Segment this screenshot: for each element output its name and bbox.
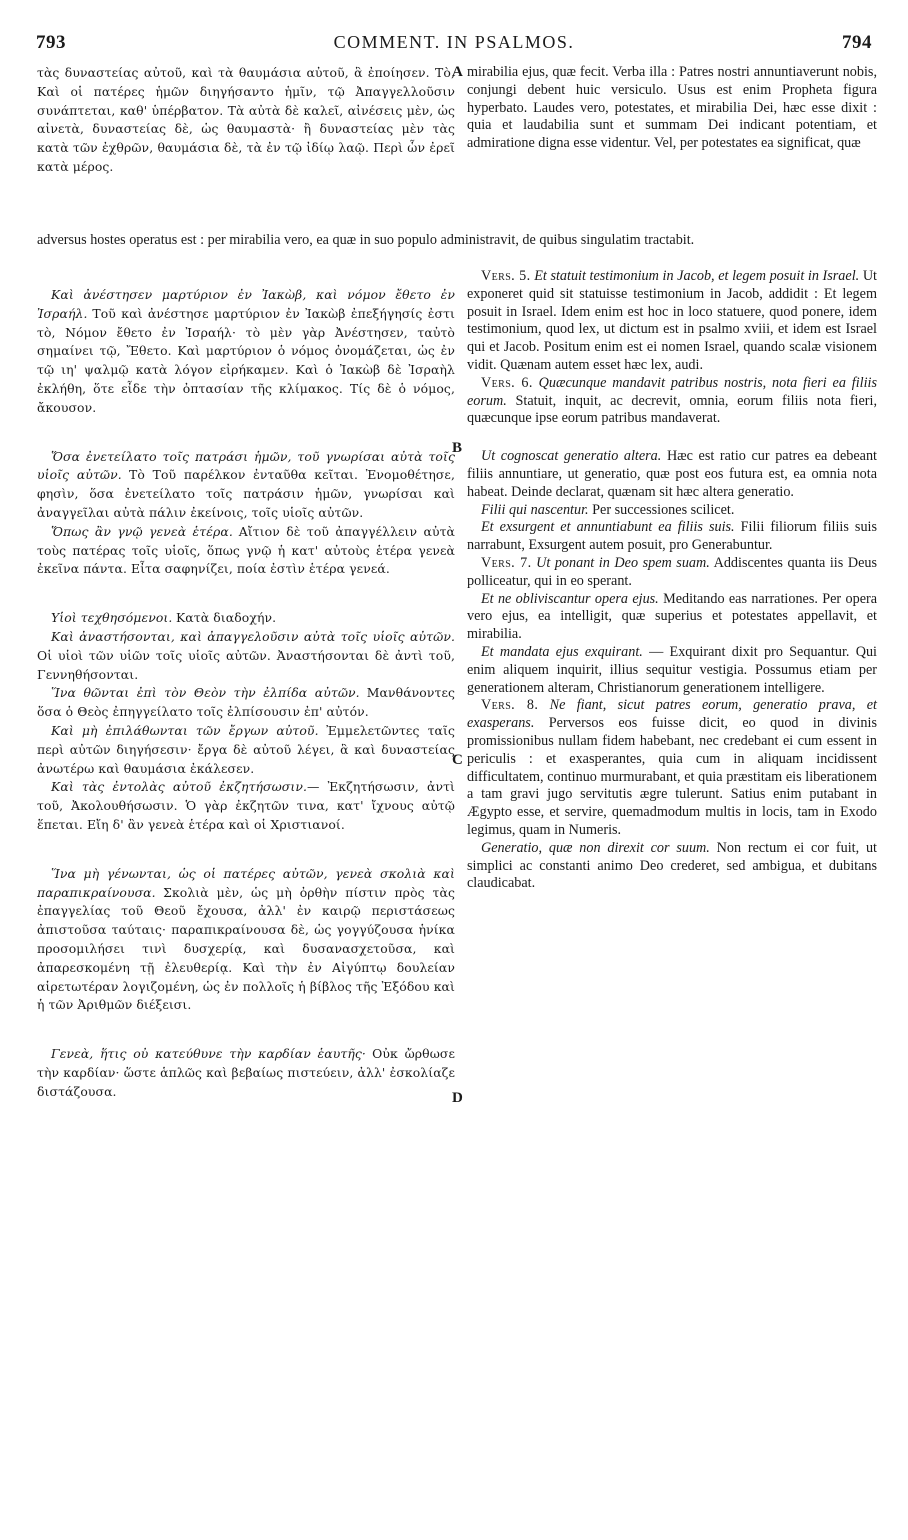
verse-lemma: Filii qui nascentur. [481, 501, 589, 518]
greek-commentary: — Ἐκζητήσωσιν, ἀντὶ τοῦ, Ἀκολουθήσωσιν. Ὁ γὰρ ἐκζητῶν τινα, κατ' ἴχνους αὐτῷ ἕπεται. Εἴη δ' ἂν γενεὰ ἑτέρα καὶ οἱ Χριστιανοί. [37, 779, 455, 832]
latin-verse [467, 375, 877, 428]
greek-verse [37, 448, 455, 523]
latin-commentary: — Exquirant dixit pro Sequantur. Qui enim aliquem inquirit, illius sequitur vestigia. Possumus etiam per generationem alteram, Christianorum generationem intelligere. [467, 643, 877, 696]
latin-commentary: Meditando eas narrationes. Per opera vero ejus, ea intelligit, quæ superius et potestates appellavit, et mirabilia. [467, 590, 878, 643]
verse-lemma: Ut cognoscat generatio altera. [481, 448, 662, 465]
greek-commentary: Τοῦ καὶ ἀνέστησε μαρτύριον ἐν Ἰακὼβ ἐπεξήγησίς ἐστι τὸ, Νόμον ἔθετο ἐν Ἰσραήλ· τὸ μὲν γὰρ Ἀνέστησεν, ταὐτὸ σημαίνει τῷ, Ἔθετο. Καὶ μαρτύριον ὁ νόμος ὀνομάζεται, ὡς ἐν τῷ ιη' ψαλμῷ κατὰ λόγον εἰρήκαμεν. Καὶ ὁ Ἰακὼβ δὲ Ἰσραὴλ ἐκλήθη, ὅτε εἶδε τὴν ὀπτασίαν τῆς κλίμακος. Τίς δὲ ὁ νόμος, ἄκουσον. [37, 305, 456, 415]
greek-verse [37, 684, 455, 722]
verse-number: Vers. 7. [481, 554, 532, 571]
latin-commentary: Per successiones scilicet. [592, 501, 735, 518]
greek-commentary: Οὐκ ὤρθωσε τὴν καρδίαν· ὥστε ἁπλῶς καὶ βεβαίως πιστεύειν, ἀλλ' ἐσκολίαζε διστάζουσα. [37, 1046, 456, 1099]
latin-verse [467, 644, 877, 697]
verse-lemma: Et exsurgent et annuntiabunt ea filiis suis. [481, 519, 735, 536]
greek-verse [37, 286, 455, 418]
latin-commentary: Non rectum ei cor fuit, ut simplici ac constanti animo Deo crederet, sed ambigua, et dubitans claudicabat. [467, 839, 877, 892]
verse-lemma: Καὶ μὴ ἐπιλάθωνται τῶν ἔργων αὐτοῦ. [51, 722, 319, 738]
latin-verse [467, 555, 877, 591]
verse-lemma: Et ne obliviscantur opera ejus. [481, 590, 659, 607]
latin-verse [467, 697, 877, 839]
latin-commentary: Addiscentes quanta iis Deus polliceatur, qui in eo sperant. [467, 554, 877, 589]
greek-verse [37, 628, 455, 684]
greek-commentary: Τὸ Τοῦ παρέλκον ἐνταῦθα κεῖται. Ἐνομοθέτησε, φησὶν, ὅσα ἐνετείλατο τοῖς πατράσιν ἡμῶν, γνωρίσαι καὶ ἀναγγεῖλαι αὐτὰ πάλιν ἐκείνοις, τοῖς υἱοῖς αὐτῶν. [37, 467, 455, 520]
verse-lemma: Generatio, quæ non direxit cor suum. [481, 839, 710, 856]
latin-column [467, 268, 877, 893]
verse-lemma: Ὅσα ἐνετείλατο τοῖς πατράσι ἡμῶν, τοῦ γνωρίσαι αὐτὰ τοῖς υἱοῖς αὐτῶν. [37, 448, 455, 483]
greek-verse [37, 778, 455, 834]
latin-commentary: Ut exponeret quid sit statuisse testimonium in Jacob, addidit : Et legem posuit in Israel. Idem enim est hoc in loco statuere, quod ponere, idem testimonium, quod lex, ut dictum est in psalmo xviii, et idem est Israel qui et Jacob. Positum enim est ei nomen Israel, quando scalæ visionem vidit. Quænam autem esset hæc lex, audi. [467, 268, 877, 373]
latin-verse [467, 502, 877, 520]
verse-lemma: Καὶ τὰς ἐντολὰς αὐτοῦ ἐκζητήσωσιν. [51, 779, 307, 795]
latin-verse [467, 268, 877, 375]
verse-lemma: Υἱοὶ τεχθησόμενοι. [51, 610, 173, 626]
greek-commentary: Σκολιὰ μὲν, ὡς μὴ ὀρθὴν πίστιν πρὸς τὰς ἐπαγγελίας τοῦ Θεοῦ ἔχουσα, ἀλλ' ἐν καιρῷ περιστάσεως ἀπιστοῦσα ταύταις· παραπικραίνουσα δὲ, ὡς γογγύζουσα ἡνίκα προσομιλήσει τινὶ δυσχερίᾳ, καὶ δυσανασχετοῦσα, καὶ ἀπαρεσκομένη τῇ ἐλευθερίᾳ. Καὶ τὴν ἐν Αἰγύπτῳ δουλείαν αἱρετωτέραν λογιζομένη, ὡς ἐν πολλοῖς ἡ βίβλος τῆς Ἐξόδου καὶ ἡ τῶν Ἀριθμῶν διέξεισι. [37, 884, 456, 1013]
greek-column-top [37, 64, 455, 177]
greek-verse [37, 523, 455, 579]
latin-verse [467, 591, 877, 644]
latin-paragraph: mirabilia ejus, quæ fecit. Verba illa : Patres nostri annuntiaverunt nobis, conjungi debent huic versiculo. Usus est enim Propheta figura hyperbato. Laudes vero, potestates, et mirabilia Dei, hæc esse dixit : quia et laudabilia sunt et summam Dei indicant potentiam, et admiratione digna esse videntur. Vel, per potestates ea significat, quæ [467, 64, 877, 152]
latin-verse [467, 840, 877, 893]
margin-marker-c: C [452, 752, 463, 768]
greek-verse [37, 722, 455, 778]
margin-marker-b: B [452, 440, 463, 456]
greek-paragraph [37, 64, 455, 177]
greek-column [37, 286, 455, 1101]
greek-commentary: Κατὰ διαδοχήν. [175, 610, 277, 626]
latin-verse [467, 519, 877, 555]
verse-lemma: Ὅπως ἂν γνῷ γενεὰ ἑτέρα. [51, 523, 233, 539]
greek-commentary: Ἐμμελετῶντες ταῖς περὶ αὐτῶν διηγήσεσιν· ἔργα δὲ αὐτοῦ λέγει, ἃ καὶ δυναστείας ἀνωτέρω καὶ θαυμάσια ἐκάλεσεν. [37, 722, 455, 776]
margin-marker-a: A [452, 64, 463, 80]
greek-commentary: Οἱ υἱοὶ τῶν υἱῶν τοῖς υἱοῖς αὐτῶν. Ἀναστήσονται δὲ ἀντὶ τοῦ, Γεννηθήσονται. [37, 647, 455, 682]
latin-commentary: Perversos eos fuisse dicit, eo quod in divinis promissionibus nullam fidem habebant, nec credebant ei cum essent in periculis : et exasperantes, quia cum in aliquam incidissent difficultatem, continuo murmurabant, et quia præstitam eis liberationem a tam gravi jugo servitutis ægre tulerunt. Satius enim putabant in Ægypto esse, et servire, quemadmodum multis in locis, tam in Exodo legimus, quam in Numeris. [467, 715, 877, 838]
page-number-left: 793 [36, 32, 66, 53]
verse-lemma: Ut ponant in Deo spem suam. [536, 554, 710, 571]
verse-lemma: Ἵνα μὴ γένωνται, ὡς οἱ πατέρες αὐτῶν, γενεὰ σκολιὰ καὶ παραπικραίνουσα. [37, 865, 455, 900]
greek-verse [37, 609, 455, 628]
verse-lemma: Καὶ ἀναστήσονται, καὶ ἀπαγγελοῦσιν αὐτὰ τοῖς υἱοῖς αὐτῶν. [51, 628, 455, 644]
verse-number: Vers. 6. [481, 374, 533, 391]
latin-commentary: Filii filiorum filiis suis narrabunt, Exsurgent autem posuit, pro Generabuntur. [467, 519, 878, 554]
greek-commentary: Μανθάνοντες ὅσα ὁ Θεὸς ἐπηγγείλατο τοῖς ἐλπίσουσιν ἐπ' αὐτόν. [37, 685, 456, 720]
verse-lemma: Γενεὰ, ἥτις οὐ κατεύθυνε τὴν καρδίαν ἑαυτῆς· [51, 1046, 366, 1062]
latin-column-top [467, 64, 877, 153]
page-number-right: 794 [842, 32, 872, 53]
verse-lemma: Et statuit testimonium in Jacob, et legem posuit in Israel. [534, 268, 860, 284]
greek-verse [37, 865, 455, 1015]
verse-number: Vers. 8. [481, 697, 539, 714]
verse-lemma: Quæcunque mandavit patribus nostris, nota fieri ea filiis eorum. [467, 374, 878, 409]
verse-lemma: Ne fiant, sicut patres eorum, generatio prava, et exasperans. [467, 697, 877, 732]
running-title: COMMENT. IN PSALMOS. [333, 32, 575, 52]
verse-lemma: Καὶ ἀνέστησεν μαρτύριον ἐν Ἰακὼβ, καὶ νόμον ἔθετο ἐν Ἰσραήλ. [37, 287, 455, 321]
latin-bridge-text: adversus hostes operatus est : per mirabilia vero, ea quæ in suo populo administravit, de quibus singulatim tractabit. [37, 232, 695, 248]
margin-marker-d: D [452, 1090, 463, 1106]
latin-commentary: Statuit, inquit, ac decrevit, omnia, eorum filiis nota fieri, quæcunque ipse eorum patribus mandaverat. [467, 392, 878, 427]
verse-lemma: Et mandata ejus exquirant. [481, 643, 643, 660]
latin-commentary: Hæc est ratio cur patres ea debeant filiis annuntiare, ut generatio, quæ post eos futura est, ea omnia nota habeat. Deinde declarat, quænam sit hæc altera generatio. [467, 448, 878, 500]
verse-number: Vers. 5. [481, 268, 531, 284]
latin-verse [467, 448, 877, 501]
greek-commentary: Αἴτιον δὲ τοῦ ἀπαγγέλλειν αὐτὰ τοὺς πατέρας τοῖς υἱοῖς, ὅπως γνῷ ἡ κατ' αὐτοὺς ἑτέρα γενεὰ ἐκεῖνα πάντα. Εἶτα σαφηνίζει, ποία ἐστὶν ἑτέρα γενεά. [37, 523, 456, 577]
greek-text: τὰς δυναστείας αὐτοῦ, καὶ τὰ θαυμάσια αὐτοῦ, ἃ ἐποίησεν. Τὸ, Καὶ οἱ πατέρες ἡμῶν διηγήσαντο ἡμῖν, τῷ Ἀπαγγελλοῦσιν συνάπτεται, καθ' ὑπέρβατον. Τὰ αὐτὰ δὲ καλεῖ, αἰνέσεις μὲν, ὡς αἰνετὰ, δυναστείας δὲ, ὡς θαυμαστὰ· ἢ δυναστείας μὲν τὰς κατὰ τῶν ἐχθρῶν, θαυμάσια δὲ, τὰ ἐν τῷ ἰδίῳ λαῷ. Περὶ ὧν ἐρεῖ κατὰ μέρος. [37, 65, 455, 174]
page-header [36, 32, 872, 56]
greek-verse [37, 1045, 455, 1101]
verse-lemma: Ἵνα θῶνται ἐπὶ τὸν Θεὸν τὴν ἐλπίδα αὐτῶν. [51, 685, 360, 701]
